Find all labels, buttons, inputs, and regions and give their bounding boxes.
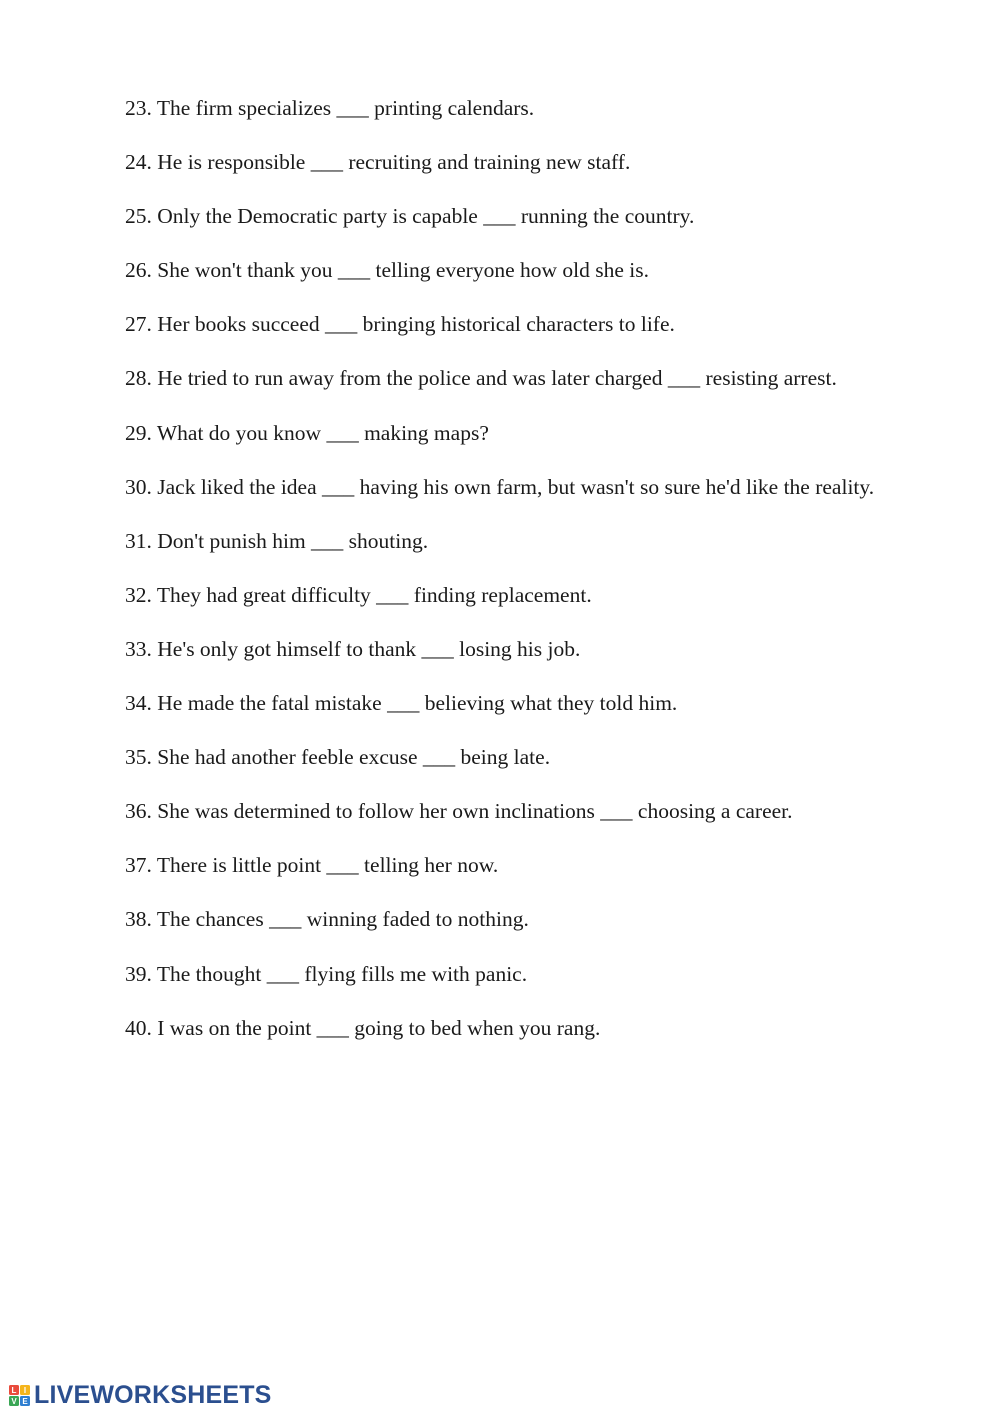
liveworksheets-logo[interactable] bbox=[8, 1380, 272, 1410]
question-item: 34. He made the fatal mistake ___ believing what they told him. bbox=[125, 691, 678, 716]
question-item: 35. She had another feeble excuse ___ being late. bbox=[125, 745, 551, 770]
svg-text:E: E bbox=[22, 1397, 28, 1406]
question-item: 30. Jack liked the idea ___ having his own farm, but wasn't so sure he'd like the reality. bbox=[125, 474, 875, 499]
question-item: 23. The firm specializes ___ printing calendars. bbox=[125, 96, 535, 120]
svg-text:V: V bbox=[11, 1397, 17, 1406]
question-item: 29. What do you know ___ making maps? bbox=[125, 420, 489, 445]
svg-text:L: L bbox=[11, 1386, 17, 1395]
question-item: 32. They had great difficulty ___ finding replacement. bbox=[125, 582, 592, 607]
question-list bbox=[125, 94, 985, 1068]
question-item: 27. Her books succeed ___ bringing historical characters to life. bbox=[125, 312, 675, 337]
question-item: 33. He's only got himself to thank ___ losing his job. bbox=[125, 636, 581, 661]
question-item: 37. There is little point ___ telling her now. bbox=[125, 853, 499, 878]
svg-text:I: I bbox=[23, 1386, 27, 1395]
liveworksheets-logo-icon bbox=[8, 1382, 32, 1408]
logo-text: LIVEWORKSHEETS bbox=[34, 1380, 272, 1409]
question-item: 40. I was on the point ___ going to bed when you rang. bbox=[125, 1015, 601, 1040]
question-item: 31. Don't punish him ___ shouting. bbox=[125, 528, 429, 553]
question-item: 36. She was determined to follow her own inclinations ___ choosing a career. bbox=[125, 799, 793, 824]
question-item: 39. The thought ___ flying fills me with panic. bbox=[125, 961, 528, 986]
question-item: 25. Only the Democratic party is capable ___ running the country. bbox=[125, 204, 695, 229]
question-item: 28. He tried to run away from the police and was later charged ___ resisting arrest. bbox=[125, 366, 837, 391]
question-item: 38. The chances ___ winning faded to nothing. bbox=[125, 907, 529, 932]
question-item: 26. She won't thank you ___ telling everyone how old she is. bbox=[125, 258, 649, 283]
question-item: 24. He is responsible ___ recruiting and training new staff. bbox=[125, 150, 631, 175]
